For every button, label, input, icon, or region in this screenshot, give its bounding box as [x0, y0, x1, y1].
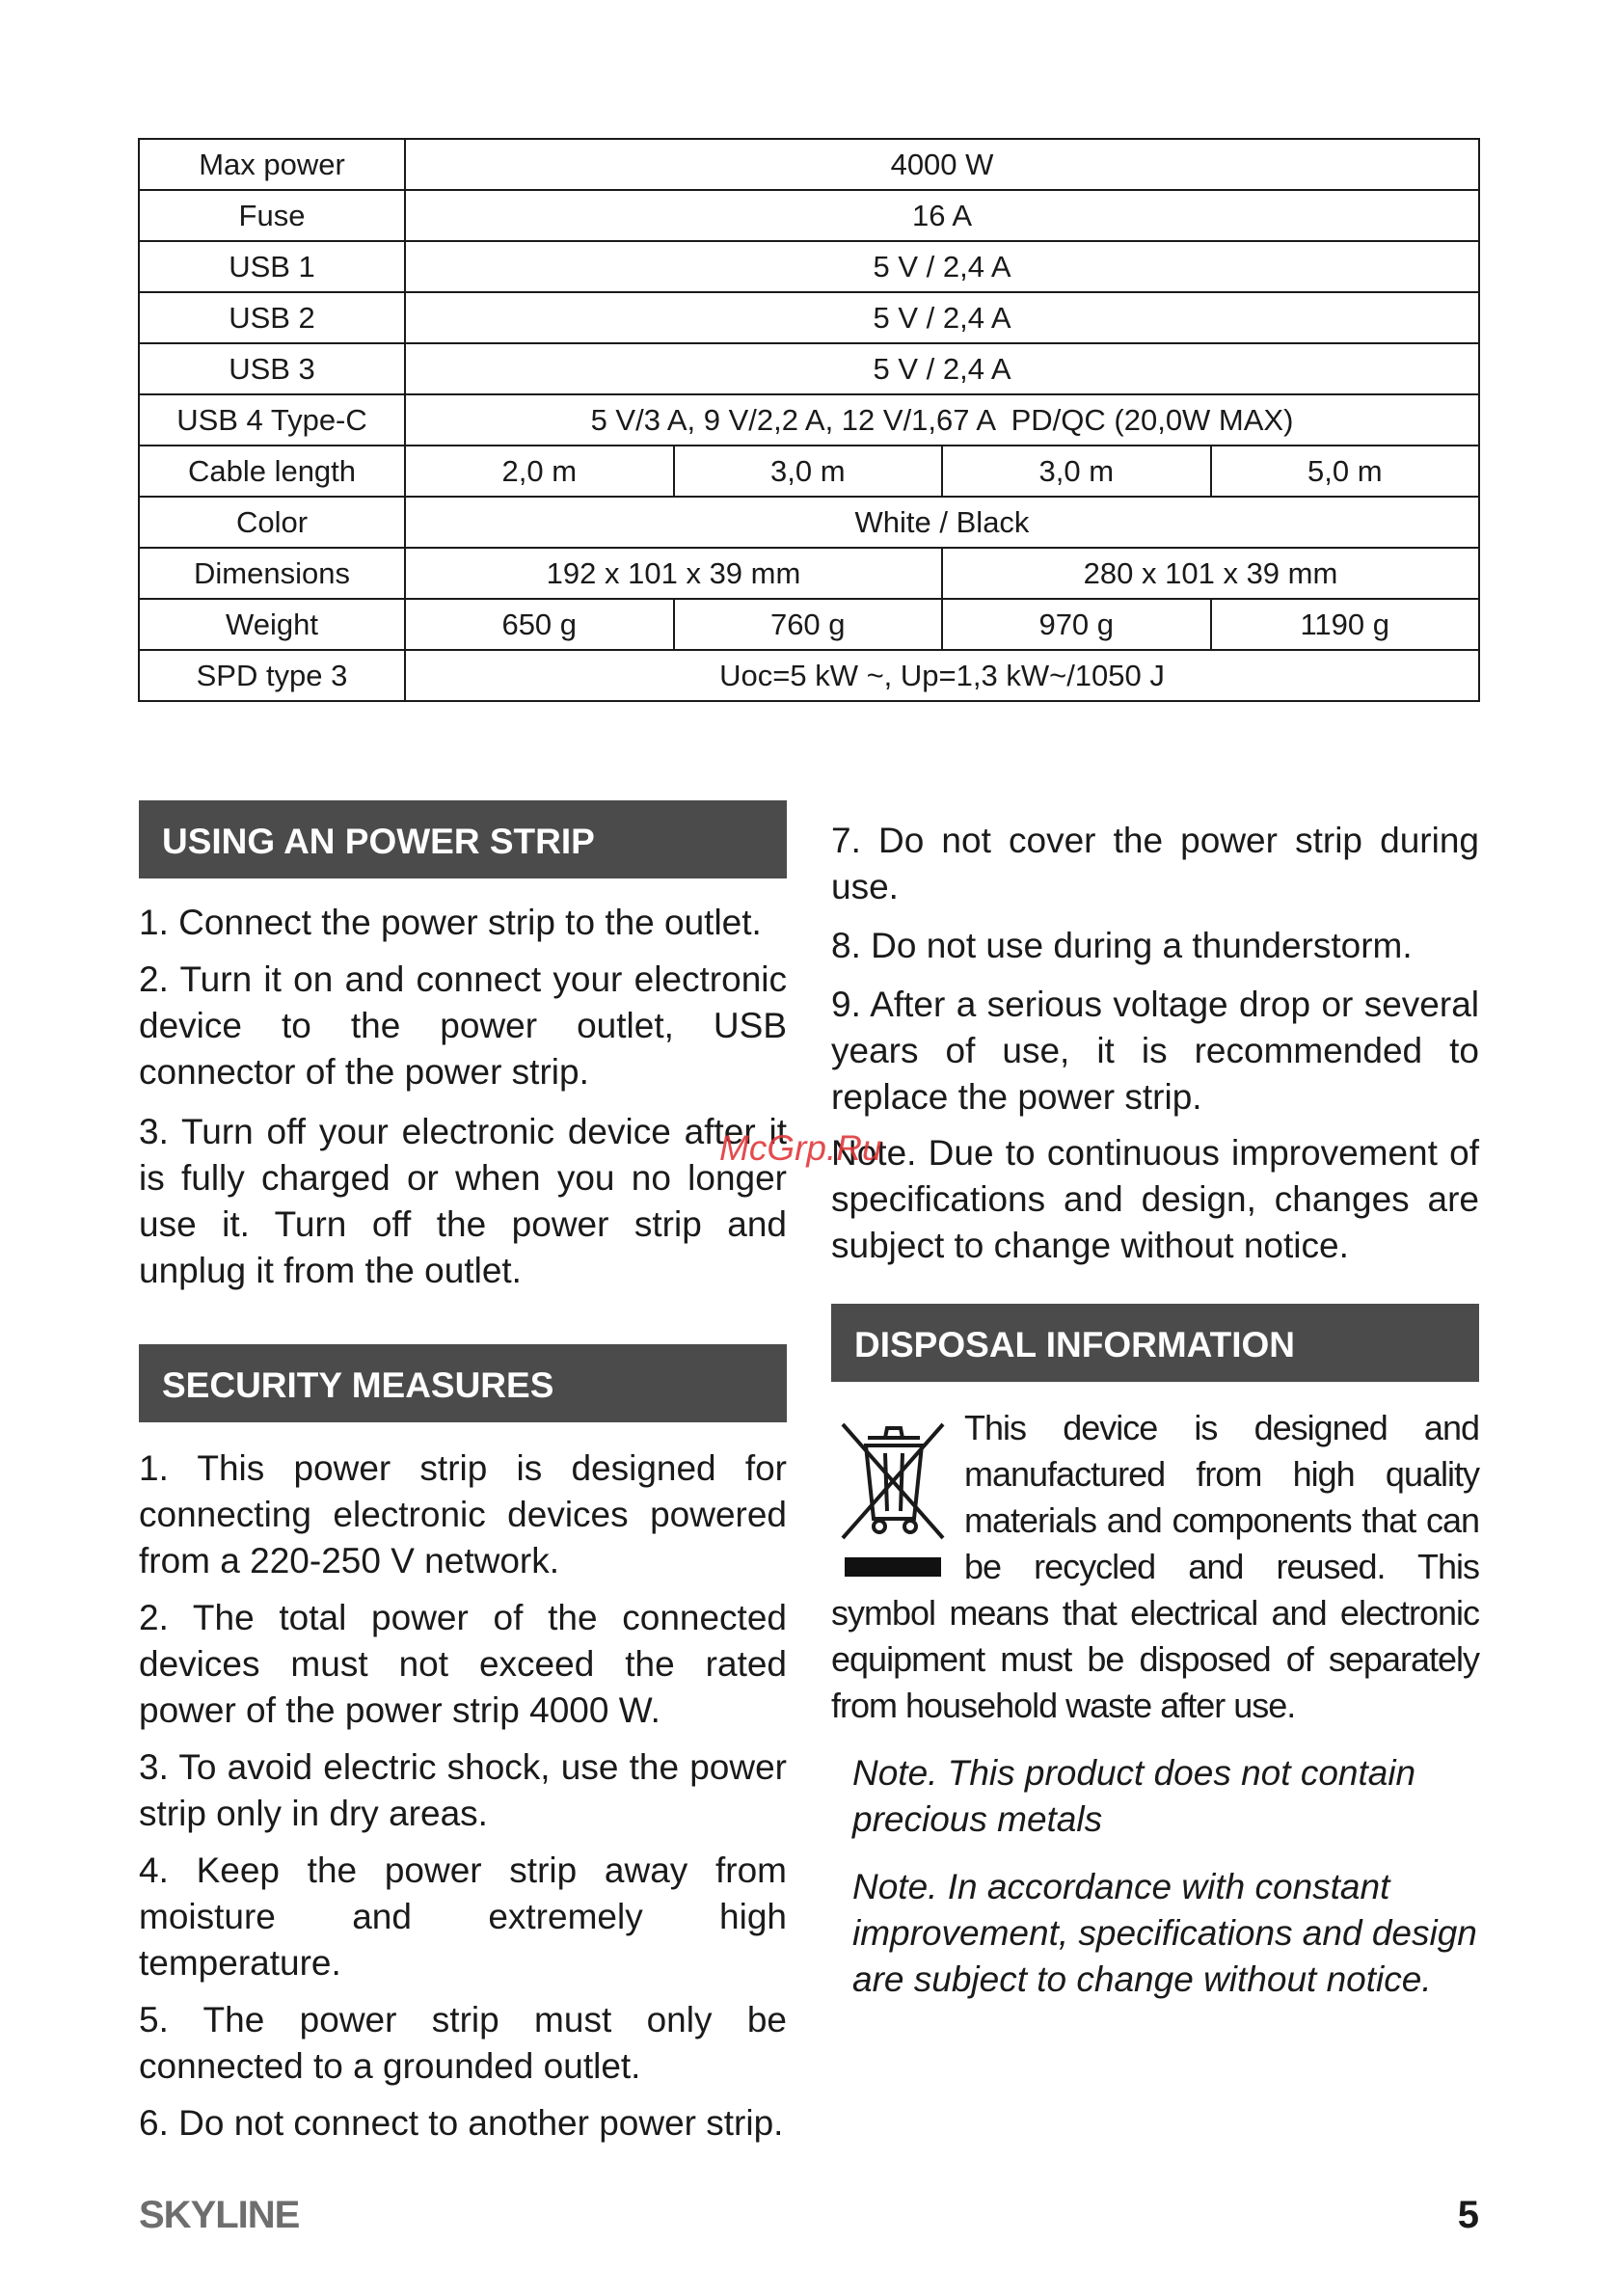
- spec-value: White / Black: [405, 497, 1479, 548]
- spec-value: 2,0 m: [405, 446, 674, 497]
- spec-value: 5 V/3 A, 9 V/2,2 A, 12 V/1,67 A PD/QC (20,0W MAX): [405, 394, 1479, 446]
- spec-label: USB 2: [139, 292, 405, 343]
- spec-label: Color: [139, 497, 405, 548]
- spec-value: 192 x 101 x 39 mm: [405, 548, 942, 599]
- security-item-6: 6. Do not connect to another power strip.: [139, 2103, 784, 2143]
- spec-label: USB 1: [139, 241, 405, 292]
- disposal-block: [831, 1405, 1479, 1729]
- spec-value: 5 V / 2,4 A: [405, 292, 1479, 343]
- spec-value: 16 A: [405, 190, 1479, 241]
- security-item-4: 4. Keep the power strip away from moisture and extremely high temperature.: [139, 1850, 787, 1983]
- table-row: [139, 394, 1479, 446]
- brand-logo: SKYLINE: [139, 2194, 300, 2236]
- spec-label: Weight: [139, 599, 405, 650]
- disposal-heading: DISPOSAL INFORMATION: [831, 1304, 1479, 1382]
- security-item-5: 5. The power strip must only be connected to a grounded outlet.: [139, 2000, 787, 2086]
- security-item-3: 3. To avoid electric shock, use the power strip only in dry areas.: [139, 1747, 787, 1833]
- spec-table: [138, 138, 1480, 702]
- spec-value: Uoc=5 kW ~, Up=1,3 kW~/1050 J: [405, 650, 1479, 701]
- spec-value: 5 V / 2,4 A: [405, 343, 1479, 394]
- table-row: [139, 241, 1479, 292]
- table-row: [139, 548, 1479, 599]
- using-step-3: 3. Turn off your electronic device after it is fully charged or when you no longer use it. Turn off the power strip and unplug it from the outlet.: [139, 1112, 787, 1290]
- security-item-2: 2. The total power of the connected devices must not exceed the rated power of the power strip 4000 W.: [139, 1598, 787, 1730]
- disposal-text: This device is designed and manufactured from high quality materials and components that can be recycled and reused. This symbol means that electrical and electronic equipment must be disposed of separately from household waste after use.: [831, 1408, 1479, 1725]
- spec-label: Max power: [139, 139, 405, 190]
- security-note: Note. Due to continuous improvement of specifications and design, changes are subject to change without notice.: [831, 1133, 1479, 1265]
- table-row: [139, 292, 1479, 343]
- spec-value: 760 g: [674, 599, 943, 650]
- left-column: [139, 800, 787, 2147]
- spec-label: Dimensions: [139, 548, 405, 599]
- right-column: [831, 818, 1479, 2003]
- spec-label: Cable length: [139, 446, 405, 497]
- security-item-1: 1. This power strip is designed for connecting electronic devices powered from a 220-250 V network.: [139, 1448, 787, 1580]
- spec-value: 3,0 m: [674, 446, 943, 497]
- disposal-note-1: Note. This product does not contain precious metals: [852, 1753, 1416, 1839]
- spec-value: 4000 W: [405, 139, 1479, 190]
- security-heading: SECURITY MEASURES: [139, 1344, 787, 1422]
- spec-label: SPD type 3: [139, 650, 405, 701]
- spec-value: 280 x 101 x 39 mm: [942, 548, 1479, 599]
- table-row: [139, 190, 1479, 241]
- security-item-8: 8. Do not use during a thunderstorm.: [831, 926, 1413, 965]
- using-heading: USING AN POWER STRIP: [139, 800, 787, 878]
- security-item-9: 9. After a serious voltage drop or several years of use, it is recommended to replace the power strip.: [831, 985, 1479, 1117]
- spec-value: 5,0 m: [1211, 446, 1480, 497]
- page-number: 5: [1457, 2194, 1479, 2236]
- spec-label: USB 4 Type-C: [139, 394, 405, 446]
- spec-label: Fuse: [139, 190, 405, 241]
- watermark: McGrp.Ru: [719, 1128, 882, 1168]
- crossed-out-bin-icon: [831, 1411, 953, 1584]
- spec-label: USB 3: [139, 343, 405, 394]
- table-row: [139, 446, 1479, 497]
- using-step-1: 1. Connect the power strip to the outlet.: [139, 903, 762, 942]
- table-row: [139, 599, 1479, 650]
- spec-value: 3,0 m: [942, 446, 1211, 497]
- table-row: [139, 650, 1479, 701]
- spec-value: 650 g: [405, 599, 674, 650]
- spec-value: 970 g: [942, 599, 1211, 650]
- table-row: [139, 343, 1479, 394]
- spec-value: 5 V / 2,4 A: [405, 241, 1479, 292]
- table-row: [139, 497, 1479, 548]
- table-row: [139, 139, 1479, 190]
- using-step-2: 2. Turn it on and connect your electronic device to the power outlet, USB connector of the power strip.: [139, 959, 787, 1092]
- spec-value: 1190 g: [1211, 599, 1480, 650]
- security-item-7: 7. Do not cover the power strip during use.: [831, 821, 1479, 906]
- disposal-note-2: Note. In accordance with constant improvement, specifications and design are subject to change without notice.: [852, 1867, 1477, 1999]
